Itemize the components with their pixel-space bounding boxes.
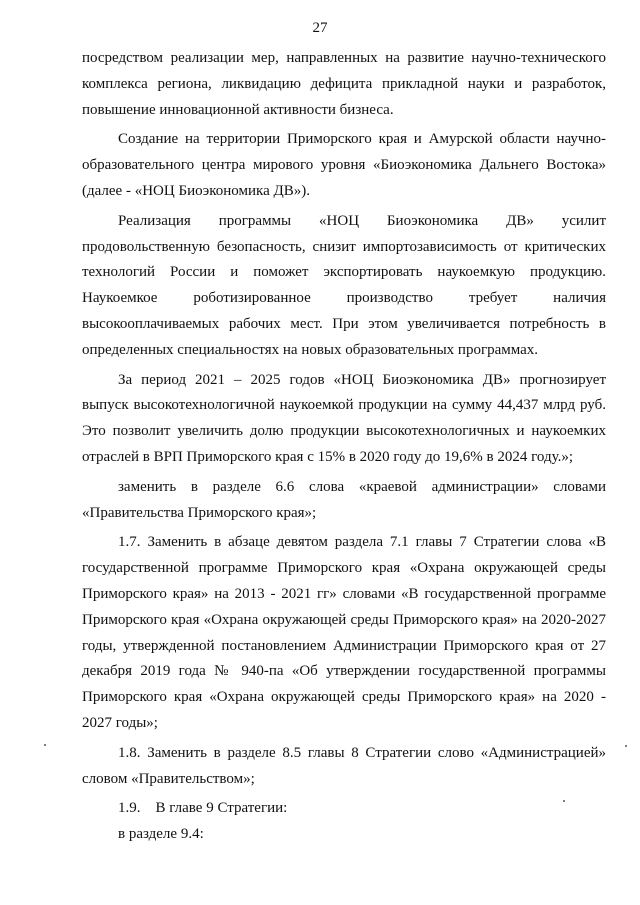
scan-speck [625,745,627,747]
paragraph-3: Реализация программы «НОЦ Биоэкономика ДВ» усилит продовольственную безопасность, снизит импортозависимость от критических технологий России и поможет экспортировать наукоемкую продукцию. Наукоемкое роботизированное производство требует наличия высокооплачиваемых рабочих мест. При этом увеличивается потребность в определенных специальностях на новых образовательных программах. [82,212,606,358]
document-body [82,46,606,848]
page-number: 27 [312,20,328,36]
paragraph-9: в разделе 9.4: [118,826,204,843]
paragraph-8: 1.9. В главе 9 Стратегии: [118,800,288,817]
paragraph-6: 1.7. Заменить в абзаце девятом раздела 7.1 главы 7 Стратегии слова «В государственной программе Приморского края «Охрана окружающей среды Приморского края» на 2013 - 2021 гг» словами «В государственной программе Приморского края «Охрана окружающей среды Приморского края» на 2020-2027 годы, утвержденной постановлением Администрации Приморского края от 27 декабря 2019 года № 940-па «Об утверждении государственной программы Приморского края «Охрана окружающей среды Приморского края» на 2020 - 2027 годы»; [82,534,606,731]
paragraph-4: За период 2021 – 2025 годов «НОЦ Биоэкономика ДВ» прогнозирует выпуск высокотехнологичной наукоемкой продукции на сумму 44,437 млрд руб. Это позволит увеличить долю продукции высокотехнологичных и наукоемких отраслей в ВРП Приморского края с 15% в 2020 году до 19,6% в 2024 году.»; [82,371,606,465]
scan-speck [44,744,46,746]
paragraph-5: заменить в разделе 6.6 слова «краевой администрации» словами «Правительства Приморского края»; [82,478,606,521]
paragraph-7: 1.8. Заменить в разделе 8.5 главы 8 Стратегии слово «Администрацией» словом «Правительством»; [82,744,606,787]
paragraph-2: Создание на территории Приморского края и Амурской области научно-образовательного центра мирового уровня «Биоэкономика Дальнего Востока» (далее - «НОЦ Биоэкономика ДВ»). [82,131,606,199]
paragraph-1: посредством реализации мер, направленных на развитие научно-технического комплекса региона, ликвидацию дефицита прикладной науки и разработок, повышение инновационной активности бизнеса. [82,50,606,118]
scan-speck [563,800,565,802]
